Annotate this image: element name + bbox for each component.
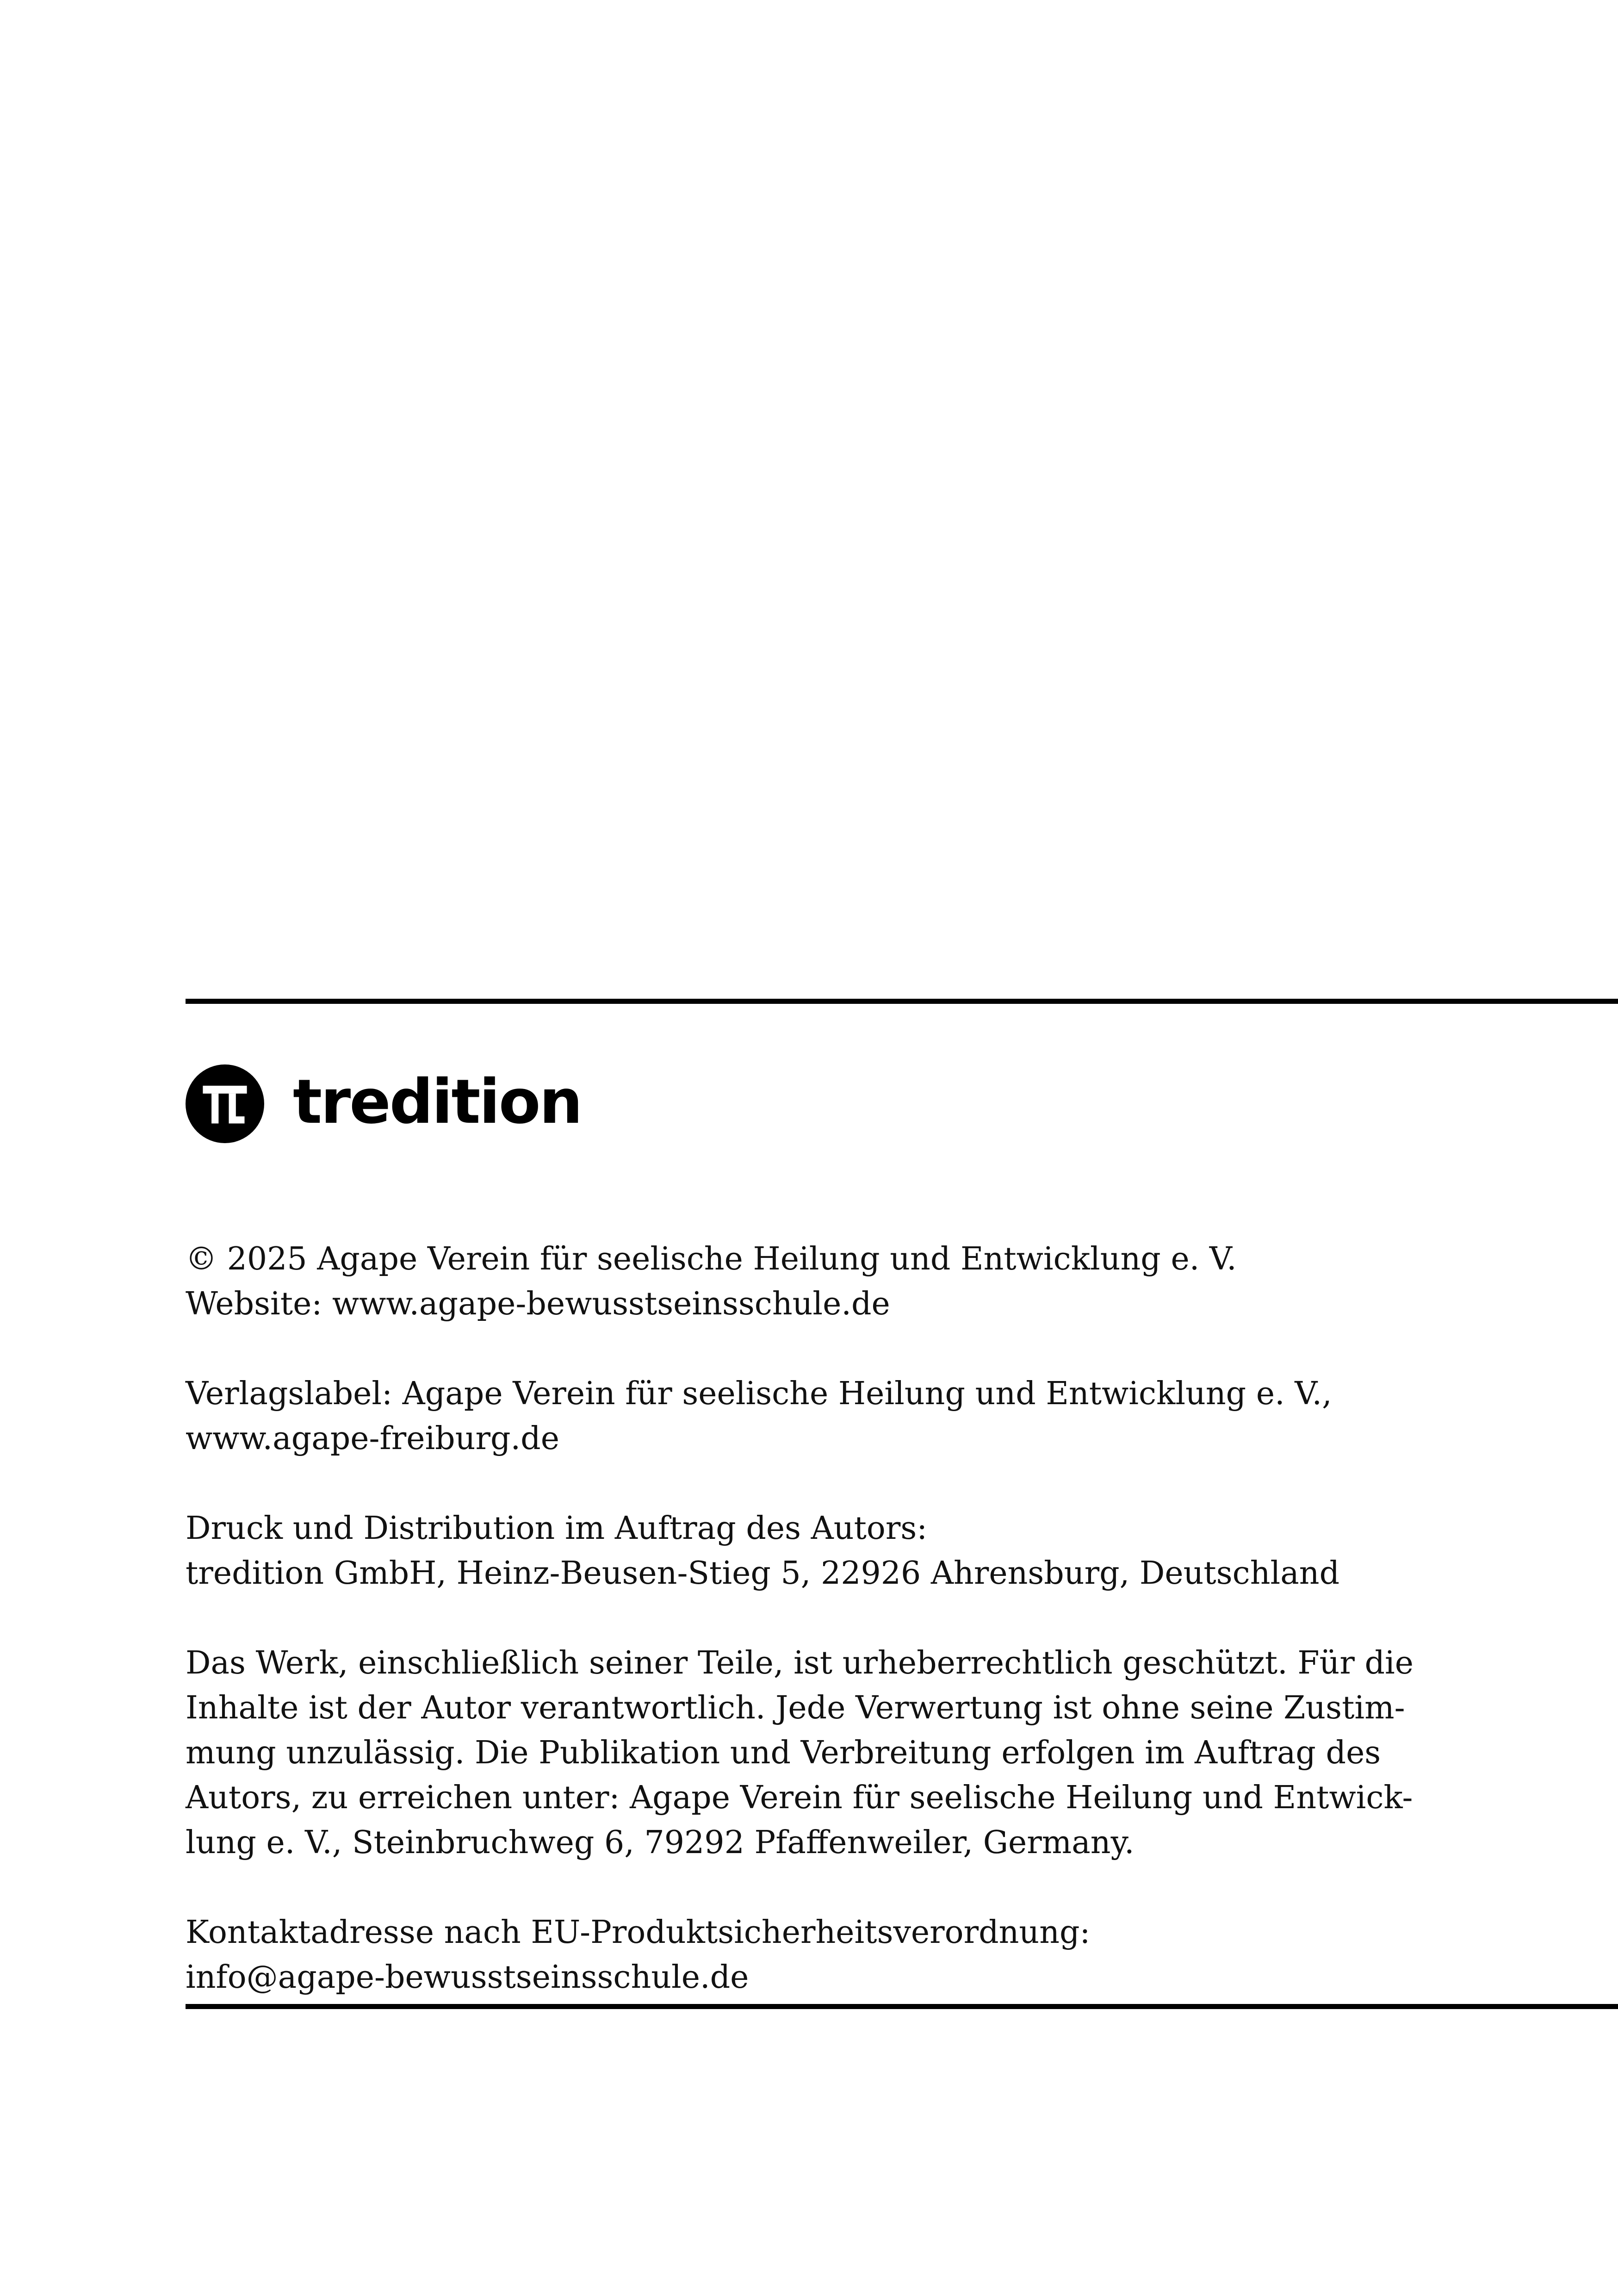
contact-section [186,1910,1481,2000]
website-line: Website: www.agape-bewusstseinsschule.de [186,1286,890,1322]
publisher-label-line: Verlagslabel: Agape Verein für seelische Heilung und Entwicklung e. V., [186,1375,1332,1412]
copyright-section [186,1237,1481,1326]
publisher-label-section [186,1371,1481,1461]
contact-email: info@agape-bewusstseinsschule.de [186,1959,749,1996]
top-divider [186,999,1618,1004]
contact-heading: Kontaktadresse nach EU-Produktsicherheitsverordnung: [186,1914,1091,1951]
rights-text-line: lung e. V., Steinbruchweg 6, 79292 Pfaffenweiler, Germany. [186,1824,1134,1861]
rights-text-line: Das Werk, einschließlich seiner Teile, ist urheberrechtlich geschützt. Für die [186,1645,1413,1681]
print-distribution-section [186,1506,1481,1596]
publisher-label-url: www.agape-freiburg.de [186,1420,559,1457]
bottom-divider [186,2004,1618,2009]
copyright-notice: © 2025 Agape Verein für seelische Heilung und Entwicklung e. V. [186,1241,1237,1277]
rights-text-line: Inhalte ist der Autor verantwortlich. Jede Verwertung ist ohne seine Zustim- [186,1690,1405,1726]
imprint-block [186,1237,1481,2000]
rights-text-line: mung unzulässig. Die Publikation und Verbreitung erfolgen im Auftrag des [186,1735,1381,1771]
publisher-logo [186,1064,581,1143]
copyright-rights-section [186,1641,1481,1865]
publisher-wordmark: tredition [293,1066,582,1138]
tredition-t-icon [186,1064,264,1143]
print-distribution-heading: Druck und Distribution im Auftrag des Autors: [186,1510,928,1547]
rights-text-line: Autors, zu erreichen unter: Agape Verein für seelische Heilung und Entwick- [186,1780,1413,1816]
printer-address: tredition GmbH, Heinz-Beusen-Stieg 5, 22926 Ahrensburg, Deutschland [186,1555,1340,1592]
